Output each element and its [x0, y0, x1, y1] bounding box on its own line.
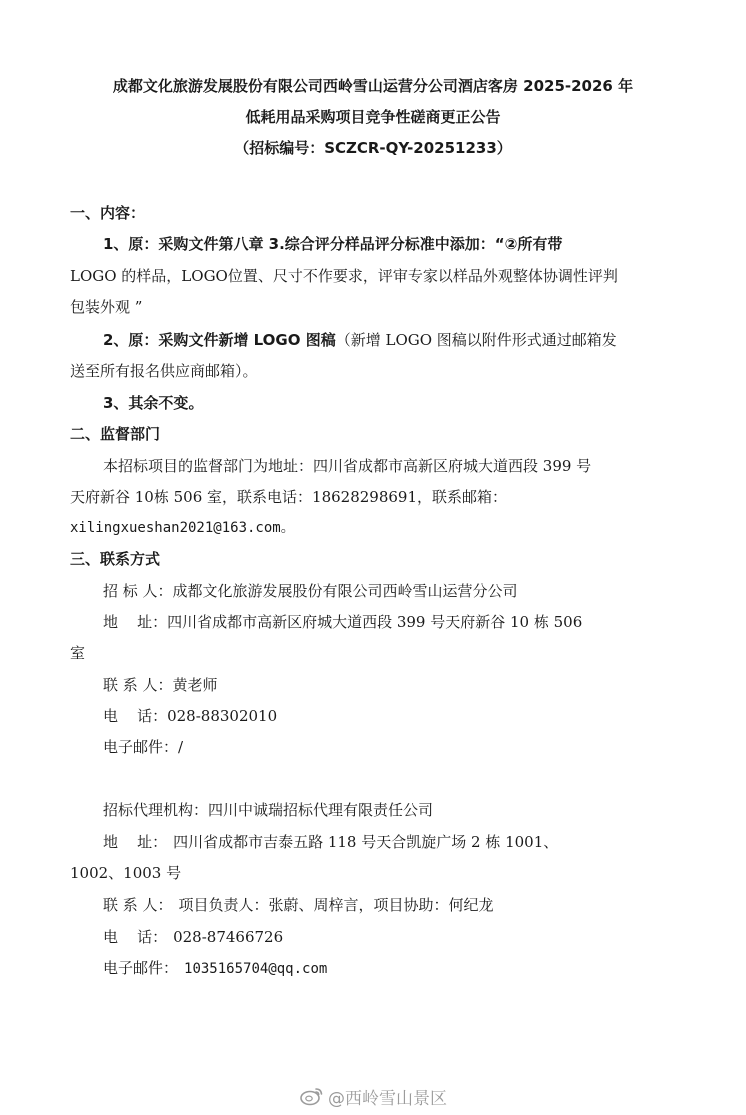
agency-address-line-1: 四川省成都市吉泰五路 118 号天合凯旋广场 2 栋 1001、 [173, 833, 559, 851]
tenderer-address-row [103, 612, 582, 632]
agency-label: 招标代理机构： [103, 801, 209, 819]
tenderer-contact-row [103, 675, 218, 695]
item-1-line-3: 包装外观 ” [70, 298, 143, 316]
agency-address-line-2: 1002、1003 号 [70, 864, 182, 882]
tenderer-value: 成都文化旅游发展股份有限公司西岭雪山运营分公司 [172, 582, 518, 600]
item-2-note: （新增 LOGO 图稿以附件形式通过邮箱发 [335, 331, 617, 349]
agency-phone-row [103, 927, 283, 947]
agency-email-row [103, 958, 327, 979]
agency-contact-row [103, 895, 494, 915]
section-1-heading: 一、内容： [70, 204, 146, 222]
tenderer-phone-label: 电 话： [103, 707, 168, 725]
agency-phone-label: 电 话： [103, 928, 168, 946]
tenderer-email-label: 电子邮件： [103, 738, 179, 756]
agency-address-label: 地 址： [103, 833, 168, 851]
supervision-email: xilingxueshan2021@163.com。 [70, 520, 295, 536]
supervision-line-1: 本招标项目的监督部门为地址：四川省成都市高新区府城大道西段 399 号 [103, 457, 592, 475]
tenderer-contact-label: 联 系 人： [103, 676, 173, 694]
agency-row [103, 800, 433, 820]
tender-number: （招标编号：SCZCR-QY-20251233） [234, 139, 512, 157]
agency-address-row [103, 832, 558, 852]
title-line-2: 低耗用品采购项目竞争性磋商更正公告 [245, 108, 501, 126]
supervision-line-2: 天府新谷 10栋 506 室，联系电话：18628298691，联系邮箱： [70, 488, 508, 506]
weibo-watermark [300, 1083, 447, 1109]
item-2-line-1 [103, 330, 617, 350]
watermark-text: @西岭雪山景区 [328, 1088, 447, 1109]
item-1-line-1: 1、原：采购文件第八章 3.综合评分样品评分标准中添加：“②所有带 [103, 235, 563, 253]
agency-contact-value: 项目负责人：张蔚、周梓言，项目协助：何纪龙 [178, 896, 494, 914]
agency-contact-label: 联 系 人： [103, 896, 173, 914]
tenderer-address-line-2: 室 [70, 644, 86, 662]
tenderer-email-value: / [178, 738, 184, 756]
agency-value: 四川中诚瑞招标代理有限责任公司 [208, 801, 434, 819]
tenderer-address-line-1: 四川省成都市高新区府城大道西段 399 号天府新谷 10 栋 506 [167, 613, 583, 631]
section-2-heading: 二、监督部门 [70, 425, 161, 443]
tenderer-row [103, 581, 518, 601]
tenderer-address-label: 地 址： [103, 613, 168, 631]
item-1-line-2: LOGO 的样品，LOGO位置、尺寸不作要求，评审专家以样品外观整体协调性评判 [70, 267, 618, 285]
tenderer-phone-value: 028-88302010 [167, 707, 278, 725]
agency-email-value: 1035165704@qq.com [184, 961, 328, 977]
item-2-line-2: 送至所有报名供应商邮箱）。 [70, 362, 258, 380]
item-3: 3、其余不变。 [103, 394, 204, 412]
agency-email-label: 电子邮件： [103, 959, 179, 977]
weibo-icon [300, 1086, 324, 1106]
tenderer-email-row [103, 737, 183, 757]
section-3-heading: 三、联系方式 [70, 550, 161, 568]
tenderer-phone-row [103, 706, 277, 726]
title-line-1: 成都文化旅游发展股份有限公司西岭雪山运营分公司酒店客房 2025-2026 年 [112, 77, 634, 95]
tenderer-contact-value: 黄老师 [172, 676, 218, 694]
agency-phone-value: 028-87466726 [173, 928, 284, 946]
item-2-bold-text: 2、原：采购文件新增 LOGO 图稿 [103, 331, 336, 349]
tenderer-label: 招 标 人： [103, 582, 173, 600]
